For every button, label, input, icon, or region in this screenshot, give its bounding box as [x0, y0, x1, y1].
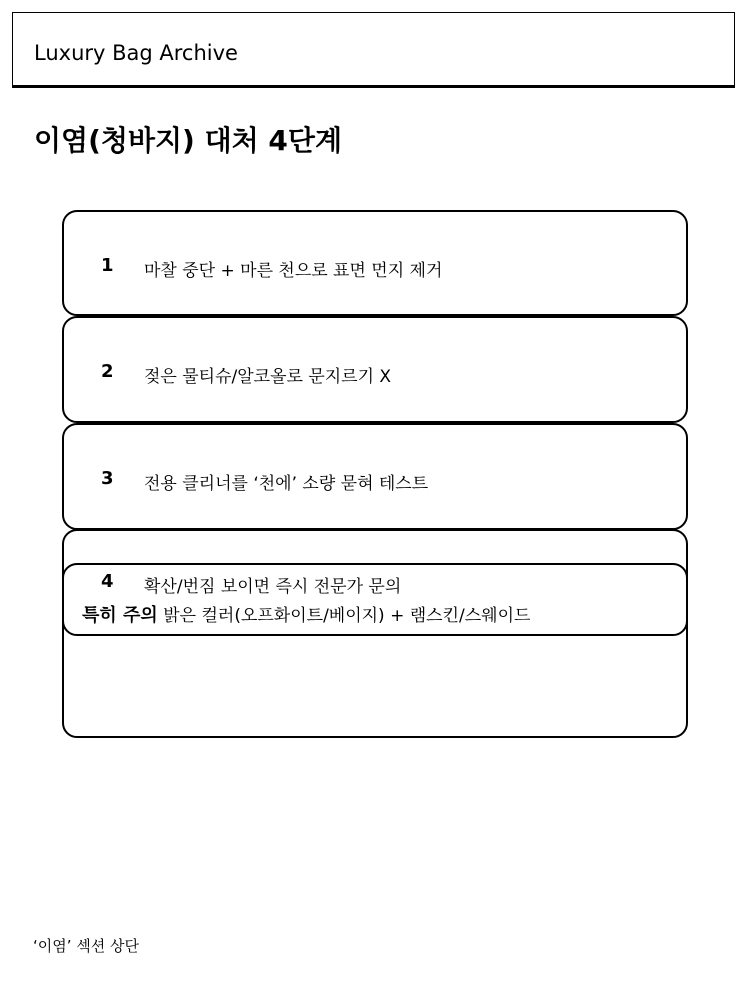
- page-title: 이염(청바지) 대처 4단계: [34, 124, 343, 157]
- step-text: 젖은 물티슈/알코올로 문지르기 X: [144, 367, 392, 387]
- step-card-2[interactable]: [62, 316, 688, 423]
- footer-note: ‘이염’ 섹션 상단: [33, 937, 140, 955]
- caution-label: 특히 주의: [82, 605, 158, 626]
- step-4-callout[interactable]: [62, 563, 688, 636]
- step-number: 1: [101, 255, 114, 276]
- step-text: 확산/번짐 보이면 즉시 전문가 문의: [144, 577, 402, 597]
- step-number: 3: [101, 468, 114, 489]
- step-card-1[interactable]: [62, 210, 688, 316]
- step-card-3[interactable]: [62, 423, 688, 530]
- caution-text: 밝은 컬러(오프화이트/베이지) + 램스킨/스웨이드: [163, 606, 531, 626]
- step-number: 2: [101, 361, 114, 382]
- app-title: Luxury Bag Archive: [34, 41, 238, 65]
- step-text: 전용 클리너를 ‘천에’ 소량 묻혀 테스트: [144, 474, 429, 494]
- step-text: 마찰 중단 + 마른 천으로 표면 먼지 제거: [144, 261, 443, 281]
- app-header: [12, 12, 735, 88]
- caution-line: [82, 601, 530, 627]
- step-number: 4: [101, 571, 114, 592]
